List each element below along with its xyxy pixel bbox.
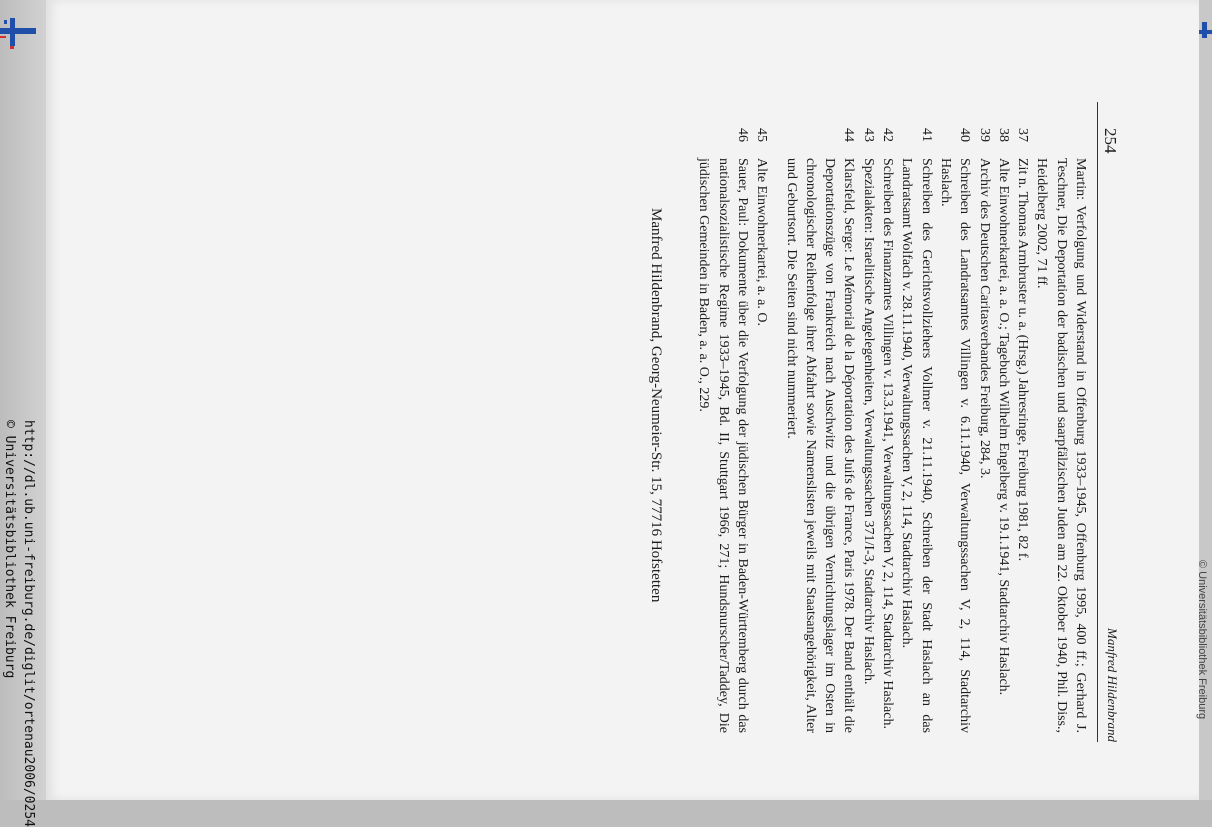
- endnote-text: Archiv des Deutschen Caritasverbandes Freiburg, 284, 3.: [976, 158, 992, 479]
- endnote: [897, 128, 936, 733]
- endnote-number: 41: [918, 128, 934, 142]
- page-number: 254: [1101, 128, 1120, 154]
- endnote-text: Schreiben des Finanzamtes Villingen v. 13.3.1941, Verwaltungssachen V, 2, 114, Stadtarchiv Haslach.: [880, 158, 896, 729]
- endnote-text: Martin: Verfolgung und Widerstand in Offenburg 1933–1945, Offenburg 1995, 400 ff.; Gerhard J. Teschner, Die Deportation der badischen und saarpfälzischen Juden am 22. Oktober 1940, Phil. Diss., Heidelberg 2002, 71 ff.: [1034, 158, 1088, 733]
- page-header: [1097, 102, 1122, 742]
- edge-watermark-fragment: © Universitätsbibliothek Freiburg: [1196, 560, 1208, 720]
- watermark-copyright: © Universitätsbibliothek Freiburg: [2, 420, 17, 679]
- endnote-text: Schreiben des Gerichtsvollziehers Vollmer v. 21.11.1940, Schreiben der Stadt Haslach an das Landratsamt Wolfach v. 28.11.1940, Verwaltungssachen V, 2, 114, Stadtarchiv Haslach.: [899, 158, 934, 733]
- endnote-text: Alte Einwohnerkartei, a. a. O.; Tagebuch Wilhelm Engelberg v. 19.1.1941, Stadtarchiv Haslach.: [995, 158, 1011, 696]
- endnote-number: 46: [734, 128, 750, 142]
- endnote-number: 44: [841, 128, 857, 142]
- endnote: [858, 128, 877, 733]
- endnote-text: Sauer, Paul: Dokumente über die Verfolgung der jüdischen Bürger in Baden-Württemberg durch das nationalsozialistische Regime 1933–1945, Bd. II, Stuttgart 1966, 271; Hundsnurscher/Taddey, Die jüdischen Gemeinden in Baden, a. a. O., 229.: [696, 158, 750, 733]
- endnote-number: 43: [860, 128, 876, 142]
- endnote: [878, 128, 897, 733]
- endnote-number: 38: [995, 128, 1011, 142]
- endnote-number: 37: [1015, 128, 1031, 142]
- endnote-number: 40: [957, 128, 973, 142]
- endnote: [994, 128, 1013, 733]
- endnote-text: Spezialakten: Israelitische Angelegenheiten, Verwaltungssachen 371/I-3, Stadtarchiv Haslach.: [860, 158, 876, 685]
- endnote: [694, 128, 752, 733]
- endnote: [752, 128, 771, 733]
- library-watermark: [0, 420, 38, 827]
- endnote: [936, 128, 975, 733]
- endnote-text: Alte Einwohnerkartei, a. a. O.: [754, 158, 770, 326]
- endnotes: [694, 128, 1090, 733]
- endnote-number: 45: [754, 128, 770, 142]
- endnote: [974, 128, 993, 733]
- library-logo-fragment-icon: [1199, 22, 1212, 40]
- endnote-text: Klarsfeld, Serge: Le Mémorial de la Déportation des Juifs de France, Paris 1978. Der Band enthält die Deportationszüge von Frankreich nach Auschwitz und die übrigen Vernichtungslager im Osten in chronologischer Reihenfolge ihrer Abfahrt sowie Namenslisten jeweils mit Staatsangehörigkeit, Alter und Geburtsort. Die Seiten sind nicht nummeriert.: [783, 158, 857, 733]
- endnote-number: 39: [976, 128, 992, 142]
- watermark-url[interactable]: http://dl.ub.uni-freiburg.de/diglit/ortenau2006/0254: [21, 420, 36, 827]
- endnote: [781, 128, 858, 733]
- endnote: [1032, 128, 1090, 733]
- running-head: Manfred Hildenbrand: [1105, 628, 1120, 742]
- library-logo-icon: [0, 14, 38, 50]
- endnote-text: Zit n. Thomas Armbruster u. a. (Hrsg.) Jahresringe, Freiburg 1981, 82 f.: [1015, 158, 1031, 562]
- endnote-text: Schreiben des Landratsamtes Villingen v. 6.11.1940, Verwaltungssachen V, 2, 114, Stadtarchiv Haslach.: [937, 158, 973, 733]
- endnote: [1013, 128, 1032, 733]
- author-address: Manfred Hildenbrand, Georg-Neumeier-Str. 15, 77716 Hofstetten: [648, 208, 664, 603]
- page-content: [562, 102, 1122, 742]
- endnote-number: 42: [880, 128, 896, 142]
